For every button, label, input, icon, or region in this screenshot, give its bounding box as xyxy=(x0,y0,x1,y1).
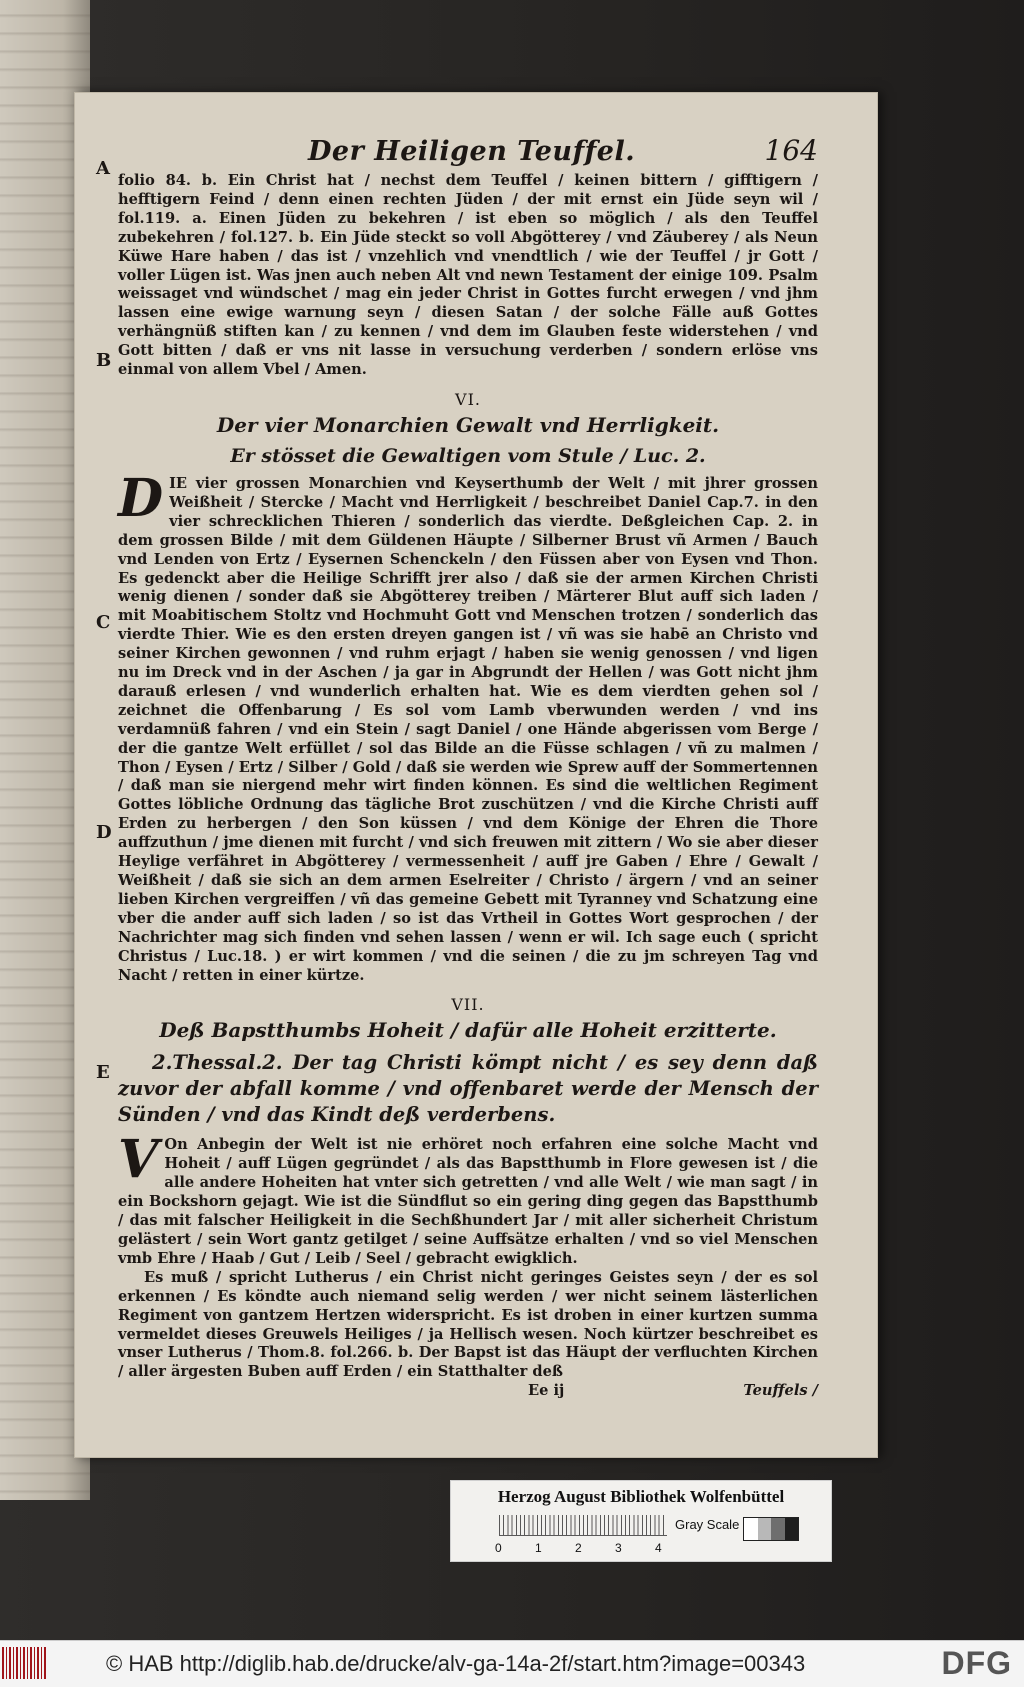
section7-text1: On Anbegin der Welt ist nie erhöret noch erfahren eine solche Macht vnd Hoheit / auff Lügen gegründet / als das Bapstthumb in Flore gewesen ist / die alle andere Hoheiten hat vnter sich getretten / vnd alle Welt / wie man sagt / in ein Bockshorn gejagt. Wie ist die Sündflut so ein gering ding gegen das Bapstthumb / das mit falscher Heiligkeit in die Sechßhundert Jar / mit aller sicherheit Christum gelästert / sein Wort gantz getilget / seine Auffsätze erhalten / vnd so viel Menschen vmb Ehre / Haab / Gut / Leib / Seel / gebracht ewigklich. xyxy=(118,1136,818,1267)
folio-number: 164 xyxy=(764,134,818,167)
catchline xyxy=(118,1382,818,1404)
section-subheading-6: Er stösset die Gewaltigen vom Stule / Luc. 2. xyxy=(230,444,706,467)
barcode-icon xyxy=(2,1647,46,1679)
signature-mark: Ee ij xyxy=(528,1382,565,1400)
paragraph-section7b: Es muß / spricht Lutherus / ein Christ nicht geringes Geistes seyn / der es sol erkennen / Es köndte auch niemand selig werden / wer nicht seinem lästerlichen Regiment von gantzem Hertzen widerspricht. Es ist droben in einer kurtzen summa vermeldet dieses Greuwels Heiliges / ja Hellisch wesen. Noch kürtzer beschreibet es vnser Lutherus / Thom.8. fol.266. b. Der Bapst ist das Häupt der verfluchten Kirchen / aller ärgesten Buben auff Erden / ein Statthalter deß xyxy=(118,1268,818,1381)
margin-letter-b: B xyxy=(96,350,112,371)
tick-label: 1 xyxy=(535,1541,542,1555)
running-title: Der Heiligen Teuffel. xyxy=(308,136,636,167)
gray-swatch xyxy=(758,1518,772,1540)
section6-text: IE vier grossen Monarchien vnd Keyserthumb der Welt / mit jhrer grossen Weißheit / Stercke / Macht vnd Herrligkeit / beschreibet Daniel Cap.7. in den vier schrecklichen Thieren / sonderlich das vierdte. Deßgleichen Cap. 2. in dem grossen Bilde / mit dem Güldenen Häupte / Silberner Brust vñ Armen / Bauch vnd Lenden von Ertz / Eysernen Schenckeln / den Füssen aber von Eysen vnd Thon. Es gedenckt aber die Heilige Schrifft jrer also / daß sie der armen Kirchen Christi wenig dienen / sonder daß sie Abgötterey treiben / Märterer Blut auff sich laden / mit Moabitischem Stoltz vnd Hochmuht Gott vnd Menschen trotzen / sonderlich das vierdte Thier. Wie es den ersten dreyen gangen ist / vñ was sie habē an Christo vnd seiner Kirchen gewonnen / vnd ruhm erjagt / haben sie wenig genossen / vnd ligen nu im Dreck vnd in der Aschen / ja gar in Abgrundt der Hellen / was Gott nicht jhm darauß erlesen / vnd wunderlich erhalten hat. Wie es dem vierdten gehen sol / zeichnet die Offenbarung / Es sol vom Lamb vberwunden werden / vnd ins verdamnüß fahren / vnd ein Stein / sagt Daniel / one Hände abgerissen vom Berge / der die gantze Welt erfüllet / sol das Bilde an die Füsse schlagen / vñ zu malmen / Thon / Eysen / Ertz / Silber / Gold / daß sie werden wie Sprew auff der Sommertennen / daß man sie niergend mehr wirt finden können. Es sind die weltlichen Regiment Gottes löbliche Ordnung das tägliche Brot zuschützen / vnd die Kirche Christi auff Erden zu herbergen / den Son küssen / vnd dem Könige der Ehren die Thore auffzuthun / jme dienen mit furcht / vnd sich freuwen mit zittern / Wo sie aber dieser Heylige verfähret in Abgötterey / vermessenheit / auff jre Gaben / Ehre / Gewalt / Weißheit / daß sie sich an dem armen Eselreiter / Christo / ärgern / vnd an seiner lieben Kirchen vergreiffen / vñ das gemeine Gebett mit Tyranney vnd Schatzung eine vber die ander auff sich laden / so ist das Vrtheil in Gottes Wort gesprochen / der Nachrichter mag sich finden vnd sehen lassen / wenn er wil. Ich sage euch ( spricht Christus / Luc.18. ) er wirt kommen / vnd die seinen / die zu jm schreyen Tag vnd Nacht / retten in einer kürtze. xyxy=(118,474,818,984)
dropcap-d: D xyxy=(118,467,164,529)
page-text-block xyxy=(118,136,818,1404)
gray-swatch xyxy=(744,1518,758,1540)
scripture-quote: 2.Thessal.2. Der tag Christi kömpt nicht / es sey denn daß zuvor der abfall komme / vnd offenbaret werde der Mensch der Sünden / vnd das Kindt deß verderbens. xyxy=(118,1051,818,1127)
section-heading-6: Der vier Monarchien Gewalt vnd Herrligkeit. xyxy=(216,412,720,437)
running-head xyxy=(118,136,818,172)
gray-swatch xyxy=(785,1518,799,1540)
tick-label: 3 xyxy=(615,1541,622,1555)
dfg-logo: DFG xyxy=(941,1645,1012,1681)
gray-scale-label: Gray Scale xyxy=(675,1517,740,1532)
scale-ruler xyxy=(499,1515,667,1536)
dropcap-v: V xyxy=(118,1129,159,1191)
paragraph-section6 xyxy=(118,467,818,985)
catchword: Teuffels / xyxy=(743,1382,818,1400)
tick-label: 0 xyxy=(495,1541,502,1555)
paragraph-block1: folio 84. b. Ein Christ hat / nechst dem Teuffel / keinen bittern / gifftigern / hefftigern Feind / denn einen rechten Jüden / der mit ernst ein Jüde seyn wil / fol.119. a. Einen Jüden zu bekehren / ist eben so möglich / als den Teuffel zubekehren / fol.127. b. Ein Jüde steckt so voll Abgötterey / vnd Zäuberey / als Neun Küwe Hare haben / das ist / vnzehlich vnd vnendtlich / wie der Teuffel / jr Gott / voller Lügen ist. Was jnen auch neben Alt vnd newn Testament der einige 109. Psalm weissaget vnd wündschet / mag ein jeder Christ in Gottes furcht erwegen / vnd jhm lassen eine ewige warnung seyn / diesen Satan / der solche Fälle auß Gottes verhängnüß stiften kan / zu kennen / vnd dem im Glauben feste widerstehen / vnd Gott bitten / daß er vns nit lasse in versuchung verderben / sondern erlöse vns einmal von allem Vbel / Amen. xyxy=(118,172,818,379)
paragraph-section7a xyxy=(118,1129,818,1268)
source-credit: © HAB http://diglib.hab.de/drucke/alv-ga-14a-2f/start.htm?image=00343 xyxy=(106,1651,806,1676)
tick-label: 2 xyxy=(575,1541,582,1555)
margin-letter-c: C xyxy=(96,612,111,633)
color-reference-bar xyxy=(450,1480,832,1562)
book-page xyxy=(74,92,878,1458)
gray-swatch xyxy=(771,1518,785,1540)
gray-scale-swatches xyxy=(743,1517,799,1541)
tick-label: 4 xyxy=(655,1541,662,1555)
margin-letter-a: A xyxy=(96,158,110,179)
margin-letter-e: E xyxy=(96,1062,110,1083)
margin-letter-d: D xyxy=(96,822,112,843)
footer-bar xyxy=(0,1640,1024,1687)
section-heading-7: Deß Bapstthumbs Hoheit / dafür alle Hoheit erzitterte. xyxy=(159,1018,777,1043)
section-number-7: VII. xyxy=(451,995,485,1015)
library-name: Herzog August Bibliothek Wolfenbüttel xyxy=(497,1487,785,1506)
section-number-6: VI. xyxy=(455,389,481,409)
